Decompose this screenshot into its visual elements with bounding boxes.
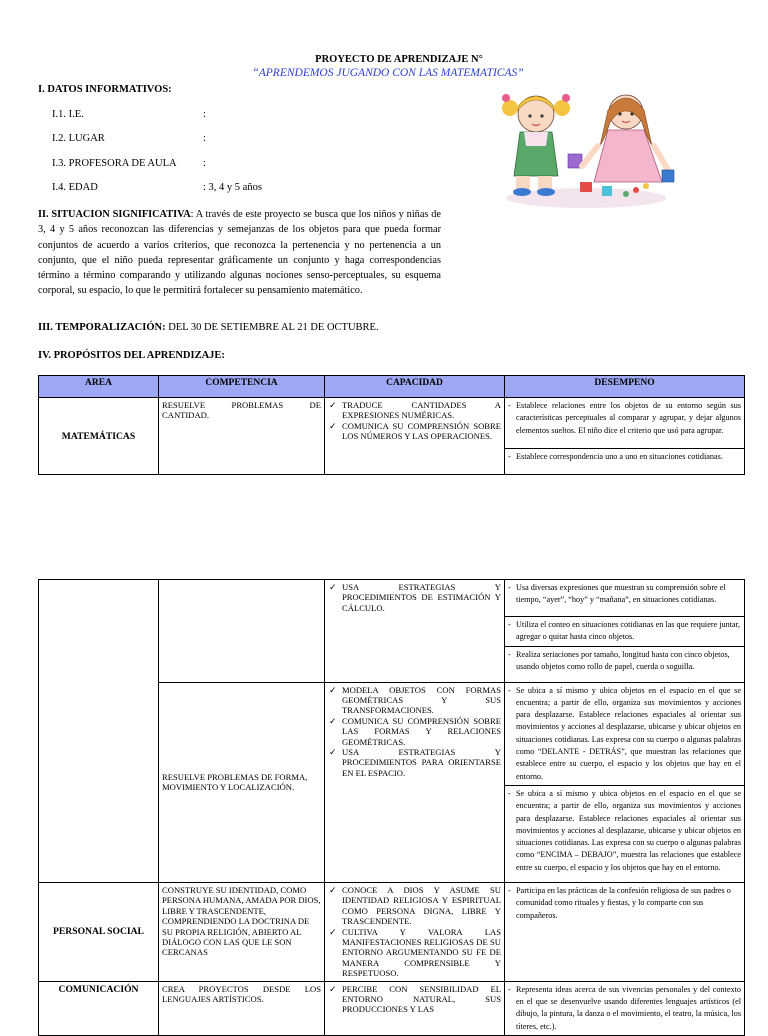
temporalizacion-heading: III. TEMPORALIZACIÓN: (38, 322, 166, 333)
situacion-heading: II. SITUACION SIGNIFICATIVA (38, 209, 191, 220)
datos-edad-value: : 3, 4 y 5 años (203, 182, 262, 193)
desempeno-cell (505, 617, 745, 647)
capacidades-identidad (325, 882, 505, 981)
desempeno-cell (505, 981, 745, 1035)
capacidades-cantidad (325, 398, 505, 475)
area-personal-social: PERSONAL SOCIAL (39, 882, 159, 981)
desempeno-cell (505, 646, 745, 682)
header-capacidad: CAPACIDAD (325, 376, 505, 398)
desempeno-cell (505, 580, 745, 617)
datos-lugar-label: I.2. LUGAR (52, 133, 105, 144)
competencia-arte: CREA PROYECTOS DESDE LOS LENGUAJES ARTÍSTICOS. (159, 981, 325, 1035)
competencia-forma: RESUELVE PROBLEMAS DE FORMA, MOVIMIENTO Y LOCALIZACIÓN. (159, 682, 325, 882)
header-desempeno: DESEMPENO (505, 376, 745, 398)
table-row (39, 398, 745, 449)
competencia-identidad: CONSTRUYE SU IDENTIDAD, COMO PERSONA HUMANA, AMADA POR DIOS, LIBRE Y TRASCENDENTE, COMPRENDIENDO LA DOCTRINA DE SU PROPIA RELIGIÓN, ABIERTO AL DIÁLOGO CON LAS QUE LE SON CERCANAS (159, 882, 325, 981)
table-row (39, 580, 745, 617)
area-comunicacion: COMUNICACIÓN (39, 981, 159, 1035)
temporalizacion-line (38, 322, 379, 333)
capacidad-estimacion (325, 580, 505, 683)
propositos-table-1 (38, 375, 745, 475)
project-subtitle: “APRENDEMOS JUGANDO CON LAS MATEMATICAS” (252, 67, 524, 79)
project-title: PROYECTO DE APRENDIZAJE N° (315, 54, 483, 65)
situacion-paragraph (38, 207, 441, 299)
section-datos-heading: I. DATOS INFORMATIVOS: (38, 84, 172, 95)
desempeno-cell (505, 882, 745, 981)
desempeno-cell (505, 449, 745, 475)
desempeno-item: - Usa diversas expresiones que muestran su comprensión sobre el tiempo, “ayer”, “hoy” y “mañana”, en situaciones cotidianas. (508, 582, 741, 607)
temporalizacion-text: DEL 30 DE SETIEMBRE AL 21 DE OCTUBRE. (165, 322, 379, 333)
datos-edad-label: I.4. EDAD (52, 182, 98, 193)
competencia-cantidad: RESUELVE PROBLEMAS DE CANTIDAD. (159, 398, 325, 475)
header-area: AREA (39, 376, 159, 398)
desempeno-item: - Se ubica a sí mismo y ubica objetos en el espacio en el que se encuentra; a partir de ello, organiza sus movimientos y acciones para desplazarse. Establece relaciones espaciales al orientar sus movimientos y acciones al desplazarse, ubicarse y ubicar objetos en situaciones cotidianas. Las expresa con su cuerpo o algunas palabras como “DELANTE - DETRÁS”, que muestran las relaciones que establece entre su cuerpo, el espacio y los objetos que hay en el entorno. (508, 685, 741, 783)
datos-lugar-value: : (203, 133, 206, 144)
desempeno-item: - Participa en las prácticas de la confesión religiosa de sus padres o comunidad como rituales y fiestas, y lo comparte con sus compañeros. (508, 885, 741, 922)
desempeno-item: - Establece relaciones entre los objetos de su entorno según sus características perceptuales al comparar y agrupar, y dejar algunos elementos sueltos. El niño dice el criterio que usó para agrupar. (508, 400, 741, 437)
datos-ie-value: : (203, 109, 206, 120)
competencia-cantidad-continued (159, 580, 325, 683)
children-playing-illustration (486, 86, 686, 210)
capacidad-item: ✓ MODELA OBJETOS CON FORMAS GEOMÉTRICAS Y SUS TRANSFORMACIONES. (328, 685, 501, 716)
propositos-heading: IV. PROPÓSITOS DEL APRENDIZAJE: (38, 350, 225, 361)
datos-ie-label: I.1. I.E. (52, 109, 84, 120)
table-header-row (39, 376, 745, 398)
table-row (39, 882, 745, 981)
desempeno-cell (505, 398, 745, 449)
desempeno-item: - Utiliza el conteo en situaciones cotidianas en las que requiere juntar, agregar o quitar hasta cinco objetos. (508, 619, 741, 644)
area-matematicas-continued (39, 580, 159, 883)
desempeno-item: - Establece correspondencia uno a uno en situaciones cotidianas. (508, 451, 741, 463)
desempeno-item: - Representa ideas acerca de sus vivencias personales y del contexto en el que se desenvuelve usando diferentes lenguajes artísticos (el dibujo, la pintura, la danza o el movimiento, el teatro, la música, los títeres, etc.). (508, 984, 741, 1033)
desempeno-cell (505, 785, 745, 882)
propositos-table-2 (38, 579, 745, 1036)
capacidad-item: ✓ CONOCE A DIOS Y ASUME SU IDENTIDAD RELIGIOSA Y ESPIRITUAL COMO PERSONA DIGNA, LIBRE Y TRASCENDENTE. (328, 885, 501, 927)
capacidad-arte (325, 981, 505, 1035)
capacidad-item: ✓ COMUNICA SU COMPRENSIÓN SOBRE LAS FORMAS Y RELACIONES GEOMÉTRICAS. (328, 716, 501, 747)
header-competencia: COMPETENCIA (159, 376, 325, 398)
capacidad-item: ✓ USA ESTRATEGIAS Y PROCEDIMIENTOS DE ESTIMACIÓN Y CÁLCULO. (328, 582, 501, 613)
capacidades-forma (325, 682, 505, 882)
datos-profesora-label: I.3. PROFESORA DE AULA (52, 158, 177, 169)
area-matematicas: MATEMÁTICAS (39, 398, 159, 475)
capacidad-item: ✓ USA ESTRATEGIAS Y PROCEDIMIENTOS PARA ORIENTARSE EN EL ESPACIO. (328, 747, 501, 778)
capacidad-item: ✓ TRADUCE CANTIDADES A EXPRESIONES NUMÉRICAS. (328, 400, 501, 421)
desempeno-item: - Se ubica a sí mismo y ubica objetos en el espacio en el que se encuentra; a partir de ello, organiza sus movimientos y acciones para desplazarse. Establece relaciones espaciales al orientar sus movimientos y acciones al desplazarse, ubicarse y ubicar objetos en situaciones cotidianas. Las expresa con su cuerpo o algunas palabras como “ENCIMA – DEBAJO”, muestra las relaciones que establece entre su cuerpo, el espacio y los objetos que hay en el entorno. (508, 788, 741, 874)
datos-profesora-value: : (203, 158, 206, 169)
desempeno-cell (505, 682, 745, 785)
capacidad-item: ✓ PERCIBE CON SENSIBILIDAD EL ENTORNO NATURAL, SUS PRODUCCIONES Y LAS (328, 984, 501, 1015)
table-row (39, 981, 745, 1035)
situacion-text: : A través de este proyecto se busca que los niños y niñas de 3, 4 y 5 años reconozcan las diferencias y semejanzas de los objetos para que pueda formar conjuntos de acuerdo a varios criterios, que reconozca la pertenencia y no pertenencia a un conjunto, que el niño pueda representar gráficamente un conjunto y haga correspondencias término a término comparando y utilizando algunas nociones senso-perceptuales, su esquema corporal, su espacio, lo que le permitirá fortalecer su pensamiento matemático. (38, 209, 441, 297)
desempeno-item: - Realiza seriaciones por tamaño, longitud hasta con cinco objetos, usando objetos como rollo de papel, cuerda o soguilla. (508, 649, 741, 674)
capacidad-item: ✓ CULTIVA Y VALORA LAS MANIFESTACIONES RELIGIOSAS DE SU ENTORNO ARGUMENTANDO SU FE DE MANERA COMPRENSIBLE Y RESPETUOSO. (328, 927, 501, 979)
capacidad-item: ✓ COMUNICA SU COMPRENSIÓN SOBRE LOS NÚMEROS Y LAS OPERACIONES. (328, 421, 501, 442)
